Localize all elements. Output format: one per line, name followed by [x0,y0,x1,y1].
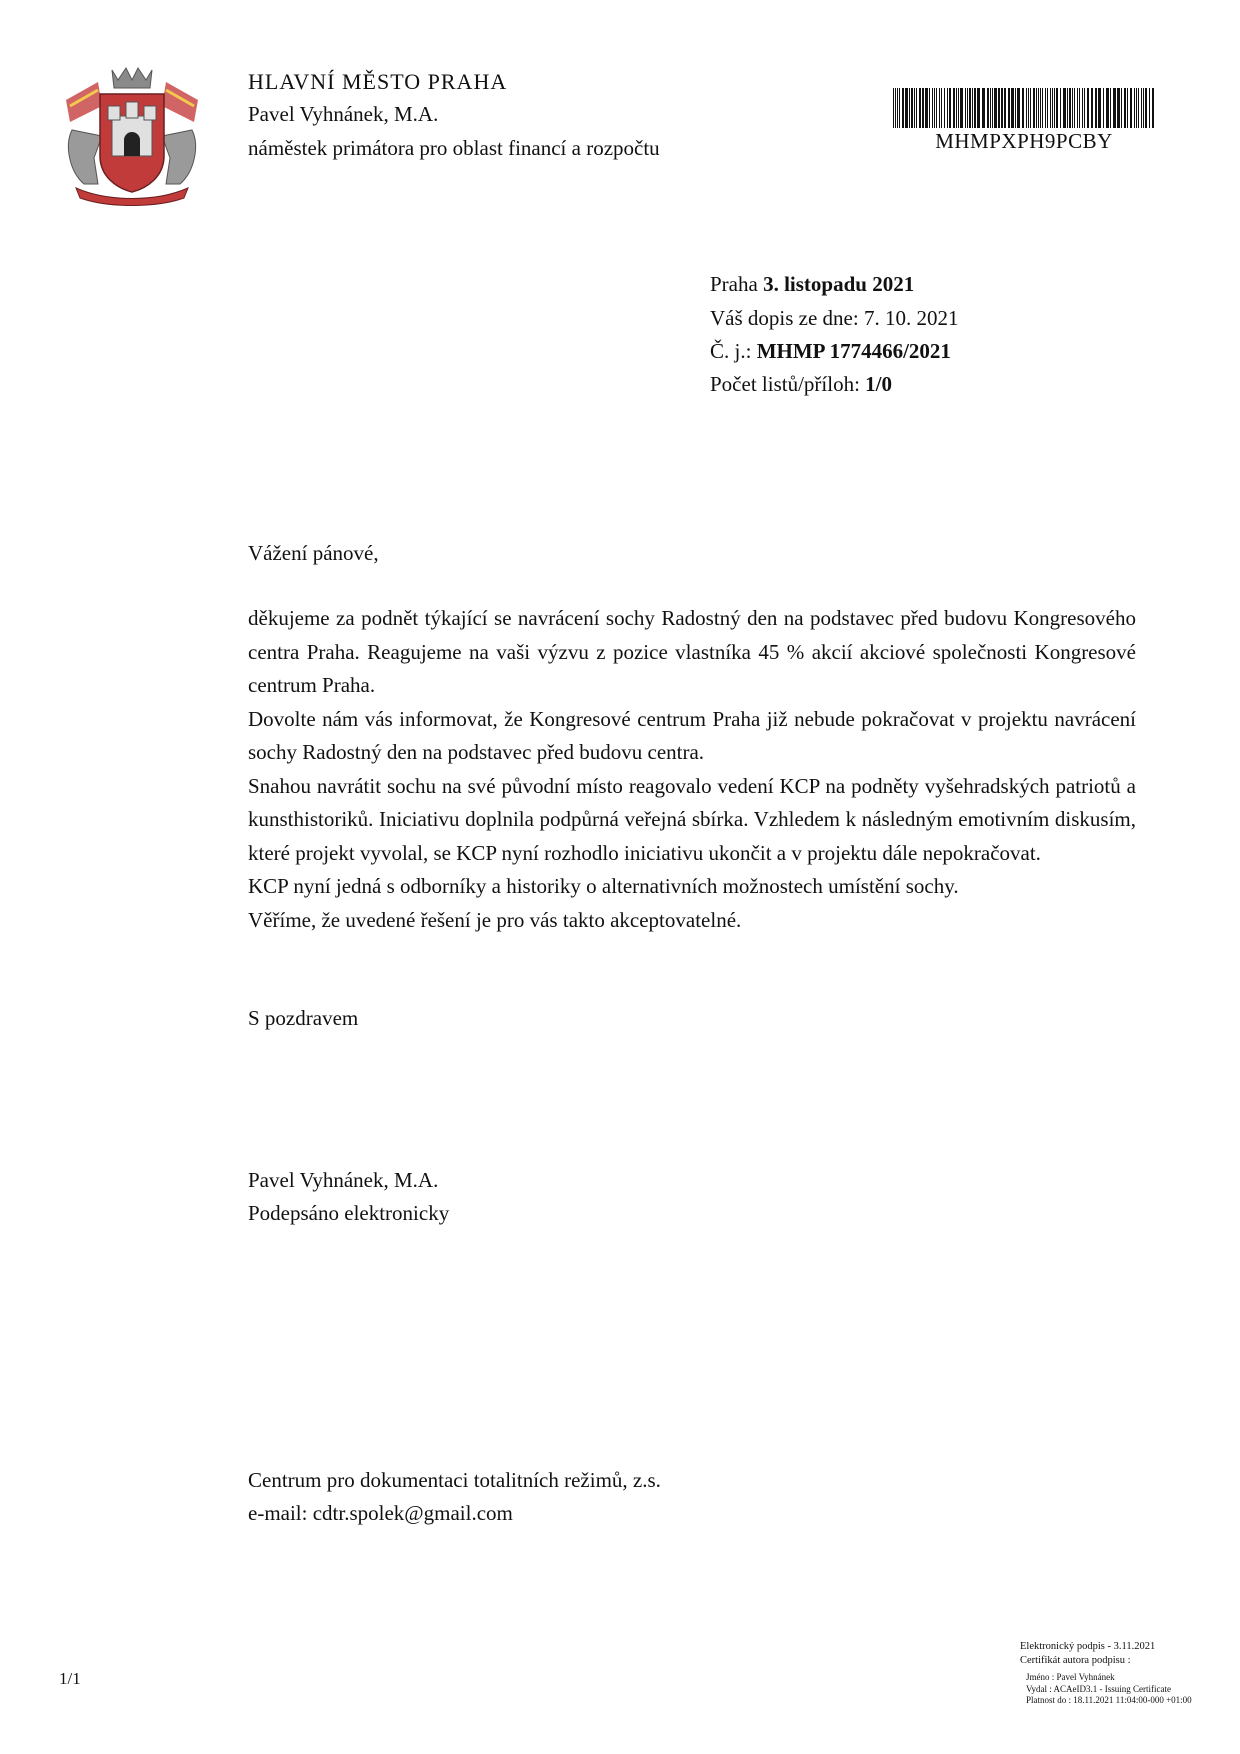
barcode-bar [1063,88,1066,128]
barcode-bar [1091,88,1093,128]
barcode-bar [1056,88,1058,128]
barcode-bar [1082,88,1083,128]
barcode-bar [897,88,898,128]
barcode-bar [1145,88,1147,128]
barcode-bar [987,88,989,128]
barcode-bar [1069,88,1071,128]
barcode-bar [936,88,937,128]
barcode-bar [972,88,973,128]
barcode-bar [905,88,908,128]
barcode-bar [1136,88,1137,128]
barcode-bar [1074,88,1075,128]
date-value: 3. listopadu 2021 [763,272,915,296]
date-prefix: Praha [710,272,764,296]
pages-label: Počet listů/příloh: [710,372,866,396]
barcode-bar [1036,88,1037,128]
recipient-email: e-mail: cdtr.spolek@gmail.com [248,1501,513,1525]
barcode-bar [958,88,959,128]
ref-label: Č. j.: [710,339,757,363]
barcode-bar [1098,88,1101,128]
barcode-bar [953,88,955,128]
closing: S pozdravem [248,1006,359,1030]
letter-ref-label: Váš dopis ze dne: [710,306,864,330]
barcode-bar [934,88,935,128]
sender-position: náměstek primátora pro oblast financí a rozpočtu [248,136,660,160]
barcode-bar [1087,88,1089,128]
barcode-bar [1113,88,1116,128]
barcode-bar [1103,88,1104,128]
signature-name: Pavel Vyhnánek, M.A. [248,1168,439,1192]
letter-body [248,602,1136,937]
barcode-bar [1022,88,1024,128]
electronic-signature-box [1020,1640,1240,1706]
barcode-bar [1026,88,1027,128]
esig-line: Vydal : ACAeID3.1 - Issuing Certificate [1026,1683,1171,1694]
barcode-bar [1095,88,1097,128]
barcode-bar [939,88,940,128]
barcode-bar [1060,88,1061,128]
barcode-bar [1149,88,1150,128]
barcode-bar [990,88,991,128]
barcode-bar [1011,88,1014,128]
barcode-bar [956,88,957,128]
page-count [710,374,892,395]
barcode-bar [1079,88,1080,128]
barcode-bar [949,88,951,128]
barcode-bar [1008,88,1010,128]
esig-line: Elektronický podpis - 3.11.2021 [1020,1641,1156,1652]
barcode-bar [1143,88,1144,128]
barcode-bar [1121,88,1122,128]
signature-note: Podepsáno elektronicky [248,1201,450,1225]
barcode-bar [1050,88,1051,128]
barcode-bar [1054,88,1055,128]
letter-date [710,274,914,295]
greeting: Vážení pánové, [248,541,379,565]
barcode-bar [916,88,917,128]
barcode-bar [944,88,945,128]
barcode-bar [932,88,933,128]
barcode-bar [925,88,928,128]
barcode-bar [982,88,985,128]
barcode-bar [1141,88,1142,128]
barcode-bar [1130,88,1132,128]
barcode-bar [1127,88,1128,128]
letter-reference [710,308,958,329]
barcode-bar [1084,88,1085,128]
paragraph: Dovolte nám vás informovat, že Kongresové centrum Praha již nebude pokračovat v projektu navrácení sochy Radostný den na podstavec před budovu centra. [248,706,1136,764]
page-number: 1/1 [59,1669,81,1688]
reference-number [710,341,951,362]
esig-line: Certifikát autora podpisu : [1020,1655,1131,1667]
barcode-bar [1067,88,1068,128]
barcode-bar [1047,88,1048,128]
barcode-bar [1004,88,1006,128]
barcode-bar [1001,88,1003,128]
esig-line: Platnost do : 18.11.2021 11:04:00-000 +01:00 [1026,1694,1192,1705]
barcode-bar [919,88,921,128]
barcode-bar [895,88,896,128]
barcode-bar [1110,88,1111,128]
barcode-bar [941,88,942,128]
barcode-bar [1072,88,1073,128]
barcode-bar [1028,88,1029,128]
barcode-bar [994,88,997,128]
barcode-bar [965,88,966,128]
barcode-bar [969,88,971,128]
barcode-bar [1038,88,1039,128]
barcode-bar [1040,88,1041,128]
barcode-bar [998,88,1000,128]
barcode-bar [1134,88,1135,128]
barcode-bar [1117,88,1120,128]
barcode-bar [922,88,924,128]
barcode-bar [899,88,900,128]
barcode-bar [902,88,904,128]
barcode-bar [909,88,910,128]
barcode-bar [947,88,948,128]
barcode-bar [992,88,993,128]
barcode-bar [974,88,976,128]
paragraph: děkujeme za podnět týkající se navrácení sochy Radostný den na podstavec před budovu Kongresového centra Praha. Reagujeme na vaši výzvu z pozice vlastníka 45 % akcií akciové společnosti Kongresové centrum Praha. [248,606,1136,697]
barcode-bar [1124,88,1126,128]
barcode-icon [893,88,1155,128]
barcode-bar [960,88,963,128]
paragraph: KCP nyní jedná s odborníky a historiky o alternativních možnostech umístění sochy. [248,874,959,898]
barcode-bar [893,88,894,128]
barcode-bar [1138,88,1139,128]
paragraph: Snahou navrátit sochu na své původní místo reagovalo vedení KCP na podněty vyšehradských patriotů a kunsthistoriků. Iniciativu doplnila podpůrná veřejná sbírka. Vzhledem k následným emotivním diskusím, které projekt vyvolal, se KCP nyní rozhodlo iniciativu ukončit a v projektu dále nepokračovat. [248,773,1136,865]
barcode-bar [1015,88,1016,128]
barcode-code: MHMPXPH9PCBY [935,129,1113,153]
barcode-bar [1042,88,1043,128]
pages-value: 1/0 [865,372,893,396]
barcode-bar [1033,88,1035,128]
recipient-organization: Centrum pro dokumentaci totalitních režimů, z.s. [248,1468,661,1492]
barcode-bar [1052,88,1053,128]
paragraph: Věříme, že uvedené řešení je pro vás takto akceptovatelné. [248,907,742,932]
sender-name: Pavel Vyhnánek, M.A. [248,102,439,126]
barcode-bar [1077,88,1078,128]
letter-ref-date: 7. 10. 2021 [863,306,959,330]
barcode-bar [967,88,968,128]
barcode-bar [911,88,913,128]
barcode-bar [1106,88,1109,128]
barcode-bar [1017,88,1020,128]
barcode-bar [977,88,980,128]
barcode-bar [929,88,930,128]
city-name: HLAVNÍ MĚSTO PRAHA [248,69,508,94]
ref-value: MHMP 1774466/2021 [756,339,951,363]
barcode-bar [1152,88,1154,128]
prague-coat-of-arms-icon [58,60,206,208]
barcode-bar [1045,88,1046,128]
barcode-bar [1030,88,1031,128]
barcode-bar [914,88,915,128]
esig-line: Jméno : Pavel Vyhnánek [1026,1672,1115,1683]
